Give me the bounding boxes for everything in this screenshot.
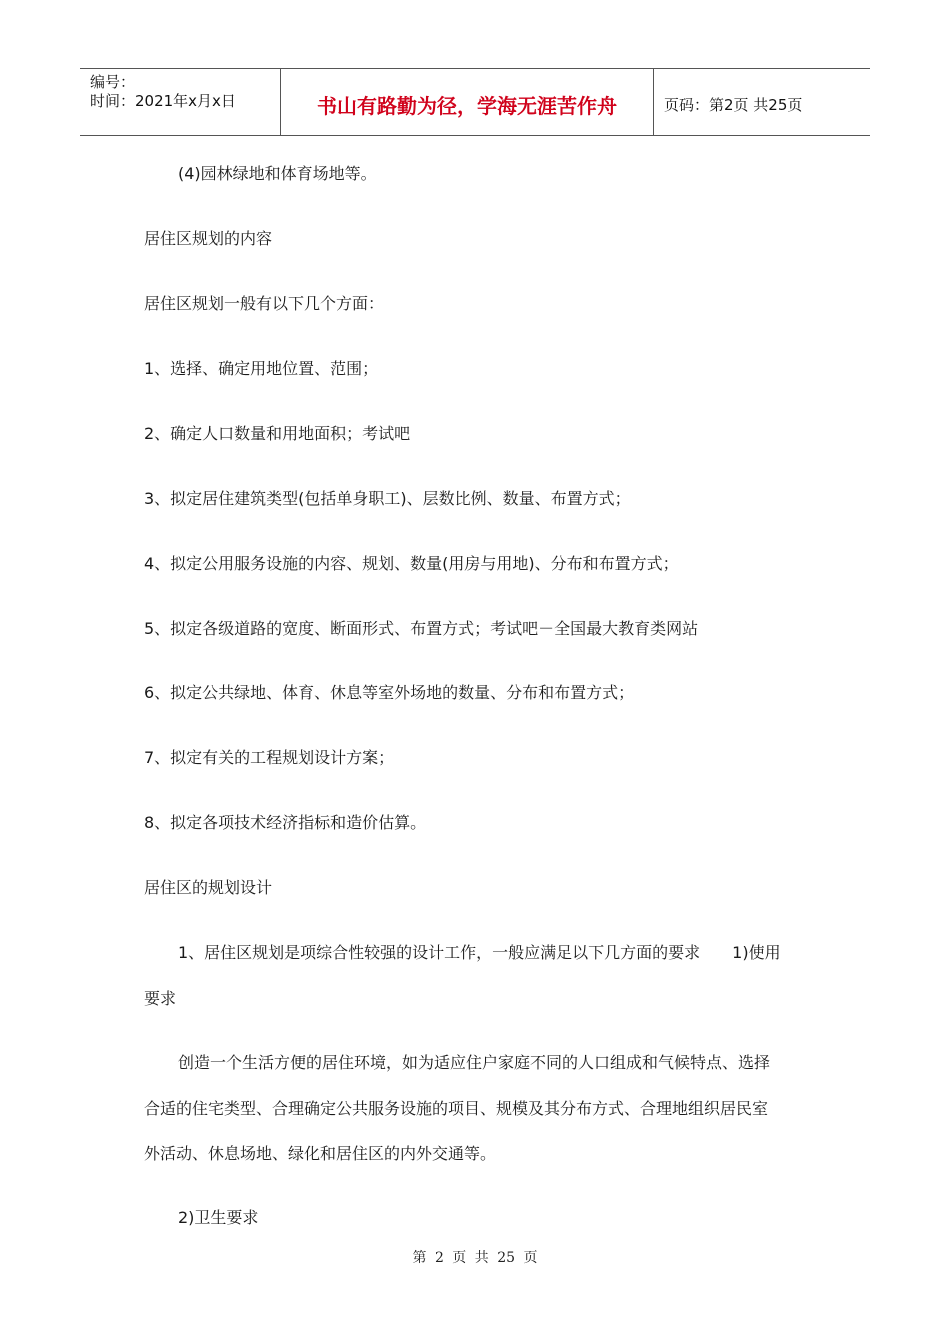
body-line: 创造一个生活方便的居住环境，如为适应住户家庭不同的人口组成和气候特点、选择 — [178, 1053, 771, 1072]
list-item: 7、拟定有关的工程规划设计方案； — [144, 748, 395, 767]
list-item: 5、拟定各级道路的宽度、断面形式、布置方式；考试吧－全国最大教育类网站 — [144, 619, 699, 638]
body-line: 居住区规划一般有以下几个方面： — [144, 294, 385, 313]
header-page-info: 页码：第2页 共25页 — [664, 95, 803, 114]
list-item: 1、选择、确定用地位置、范围； — [144, 359, 379, 378]
body-line: 1、居住区规划是项综合性较强的设计工作，一般应满足以下几方面的要求 1)使用 — [178, 943, 781, 962]
body-line: 2)卫生要求 — [178, 1208, 259, 1227]
list-item: 6、拟定公共绿地、体育、休息等室外场地的数量、分布和布置方式； — [144, 683, 635, 702]
header-meta — [80, 69, 281, 135]
list-item: 4、拟定公用服务设施的内容、规划、数量(用房与用地)、分布和布置方式； — [144, 554, 679, 573]
list-item: 8、拟定各项技术经济指标和造价估算。 — [144, 813, 427, 832]
body-line: 合适的住宅类型、合理确定公共服务设施的项目、规模及其分布方式、合理地组织居民室 — [144, 1099, 769, 1118]
header-motto: 书山有路勤为径，学海无涯苦作舟 — [281, 69, 654, 135]
list-item: 2、确定人口数量和用地面积；考试吧 — [144, 424, 411, 443]
list-item: 3、拟定居住建筑类型(包括单身职工)、层数比例、数量、布置方式； — [144, 489, 631, 508]
page-header — [80, 68, 870, 136]
body-line: (4)园林绿地和体育场地等。 — [178, 164, 377, 183]
body-line: 外活动、休息场地、绿化和居住区的内外交通等。 — [144, 1144, 497, 1163]
page-footer: 第 2 页 共 25 页 — [412, 1250, 538, 1266]
section-heading: 居住区的规划设计 — [144, 878, 273, 897]
time-label: 时间：2021年x月x日 — [90, 92, 236, 110]
number-label: 编号： — [90, 73, 136, 91]
body-line: 要求 — [144, 989, 177, 1008]
section-heading: 居住区规划的内容 — [144, 229, 273, 248]
